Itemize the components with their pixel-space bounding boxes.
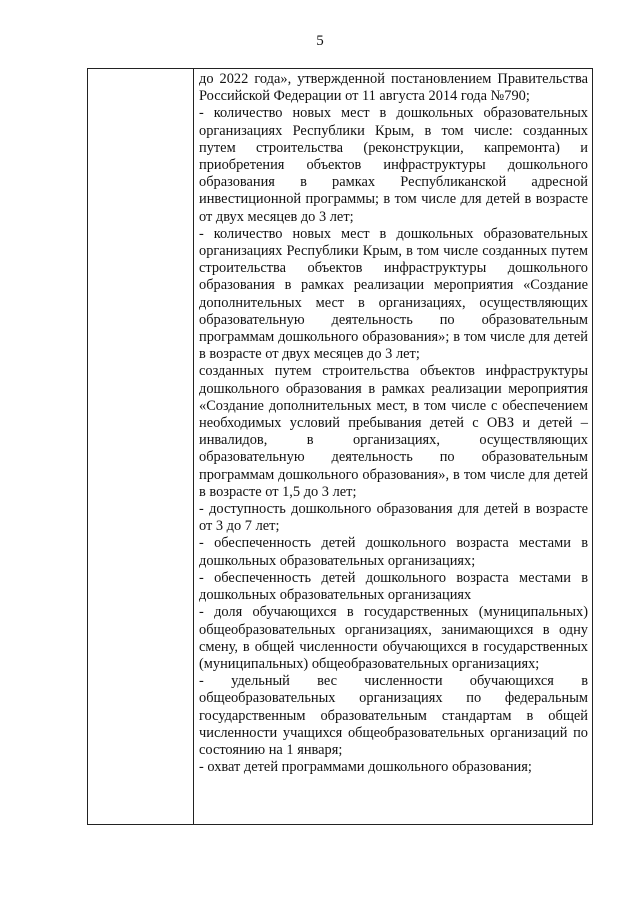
paragraph-9: - удельный вес численности обучающихся в общеобразовательных организациях по федеральным государственным образовательным стандартам в общей численности учащихся общеобразовательных организаций по состоянию на 1 января; (199, 673, 588, 758)
paragraph-8: - доля обучающихся в государственных (муниципальных) общеобразовательных организациях, занимающихся в одну смену, в общей численности обучающихся в государственных (муниципальных) общеобразовательных организациях; (199, 604, 588, 672)
paragraph-3: - количество новых мест в дошкольных образовательных организациях Республики Крым, в том числе созданных путем строительства объектов инфраструктуры дошкольного образования в рамках реализации мероприятия «Создание дополнительных мест в организациях, осуществляющих образовательную деятельность по образовательным программам дошкольного образования»; в том числе для детей в возрасте от двух месяцев до 3 лет; (199, 225, 588, 363)
page-number: 5 (316, 33, 324, 49)
paragraph-5: - доступность дошкольного образования для детей в возрасте от 3 до 7 лет; (199, 501, 588, 535)
paragraph-7: - обеспеченность детей дошкольного возраста местами в дошкольных образовательных организациях (199, 569, 588, 604)
table-right-cell (194, 69, 592, 824)
paragraph-6: - обеспеченность детей дошкольного возраста местами в дошкольных образовательных организациях; (199, 535, 588, 569)
table-left-cell (88, 69, 194, 824)
paragraph-4: созданных путем строительства объектов инфраструктуры дошкольного образования в рамках реализации мероприятия «Создание дополнительных мест, в том числе с обеспечением необходимых условий пребывания детей с ОВЗ и детей –инвалидов, в организациях, осуществляющих образовательную деятельность по образовательным программам дошкольного образования», в том числе для детей в возрасте от 1,5 до 3 лет; (199, 363, 588, 500)
paragraph-10: - охват детей программами дошкольного образования; (199, 759, 532, 776)
paragraph-1: до 2022 года», утвержденной постановлением Правительства Российской Федерации от 11 августа 2014 года №790; (199, 71, 588, 105)
document-table (87, 68, 593, 825)
paragraph-2: - количество новых мест в дошкольных образовательных организациях Республики Крым, в том числе: созданных путем строительства (реконструкции, капремонта) и приобретения объектов инфраструктуры дошкольного образования в рамках Республиканской адресной инвестиционной программы; в том числе для детей в возрасте от двух месяцев до 3 лет; (199, 105, 588, 225)
